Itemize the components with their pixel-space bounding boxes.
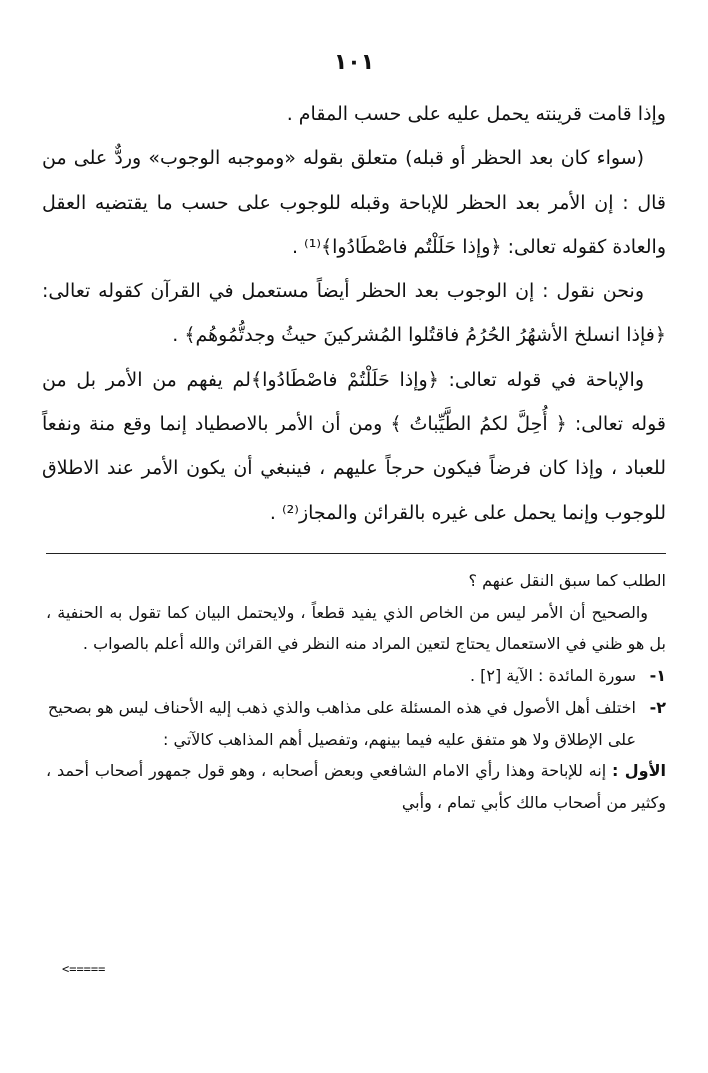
- footnote-continuation: الطلب كما سبق النقل عنهم ؟: [468, 571, 666, 590]
- footnotes: [46, 565, 666, 819]
- footnote-text: سورة المائدة : الآية [٢] .: [469, 666, 636, 686]
- footnote-paragraph: [46, 755, 666, 818]
- footnote-divider: [46, 553, 666, 554]
- page-number: ١٠١: [333, 50, 375, 75]
- footnote-lead: الأول :: [612, 761, 666, 781]
- footnote-body: إنه للإباحة وهذا رأي الامام الشافعي وبعض أصحابه ، وهو قول جمهور أصحاب أحمد ، وكثير من أصحاب مالك كأبي تمام ، وأبي: [46, 761, 666, 812]
- footnote-number: ١-: [649, 666, 666, 686]
- main-paragraph: وإذا قامت قرينته يحمل عليه على حسب المقام .: [286, 103, 666, 125]
- footnote-item: [46, 660, 666, 692]
- footnote-continuation: والصحيح أن الأمر ليس من الخاص الذي يفيد قطعاً ، ولايحتمل البيان كما تقول به الحنفية ، بل هو ظني في الاستعمال يحتاج لتعين المراد منه النظر في القرائن والله أعلم بالصواب .: [46, 602, 666, 654]
- main-paragraph: والإباحة في قوله تعالى: ﴿وإذا حَلَلْتُمْ فاصْطَادُوا﴾لم يفهم من الأمر بل من قوله تعالى: ﴿ أُحِلَّ لكمُ الطَّيِّباتُ ﴾ ومن أن الأمر بالاصطياد إنما وقع منة ونفعاً للعباد ، وإذا كان فرضاً فيكون حرجاً عليهم ، فينبغي أن يكون الأمر عند الاطلاق للوجوب وإنما يحمل على غيره بالقرائن والمجاز⁽²⁾ .: [42, 368, 666, 524]
- footnote-item: [46, 692, 666, 755]
- main-paragraph: (سواء كان بعد الحظر أو قبله) متعلق بقوله «وموجبه الوجوب» وردٌّ على من قال : إن الأمر بعد الحظر للإباحة وقبله للوجوب على حسب ما يقتضيه العقل والعادة كقوله تعالى: ﴿وإذا حَلَلْتُم فاصْطَادُوا﴾⁽¹⁾ .: [42, 147, 666, 258]
- main-text: [42, 92, 666, 535]
- footnote-text: اختلف أهل الأصول في هذه المسئلة على مذاهب والذي ذهب إليه الأحناف ليس هو بصحيح على الإطلاق ولا هو متفق عليه فيما بينهم، وتفصيل أهم المذاهب كالآتي :: [47, 697, 636, 749]
- main-paragraph: ونحن نقول : إن الوجوب بعد الحظر أيضاً مستعمل في القرآن كقوله تعالى: ﴿فإذا انسلخ الأشهُرُ الحُرُمُ فاقتُلوا المُشركينَ حيثُ وجدتُّمُوهُم﴾ .: [42, 280, 666, 347]
- continuation-arrow-icon: <=====: [62, 962, 106, 976]
- footnote-number: ٢-: [649, 697, 666, 717]
